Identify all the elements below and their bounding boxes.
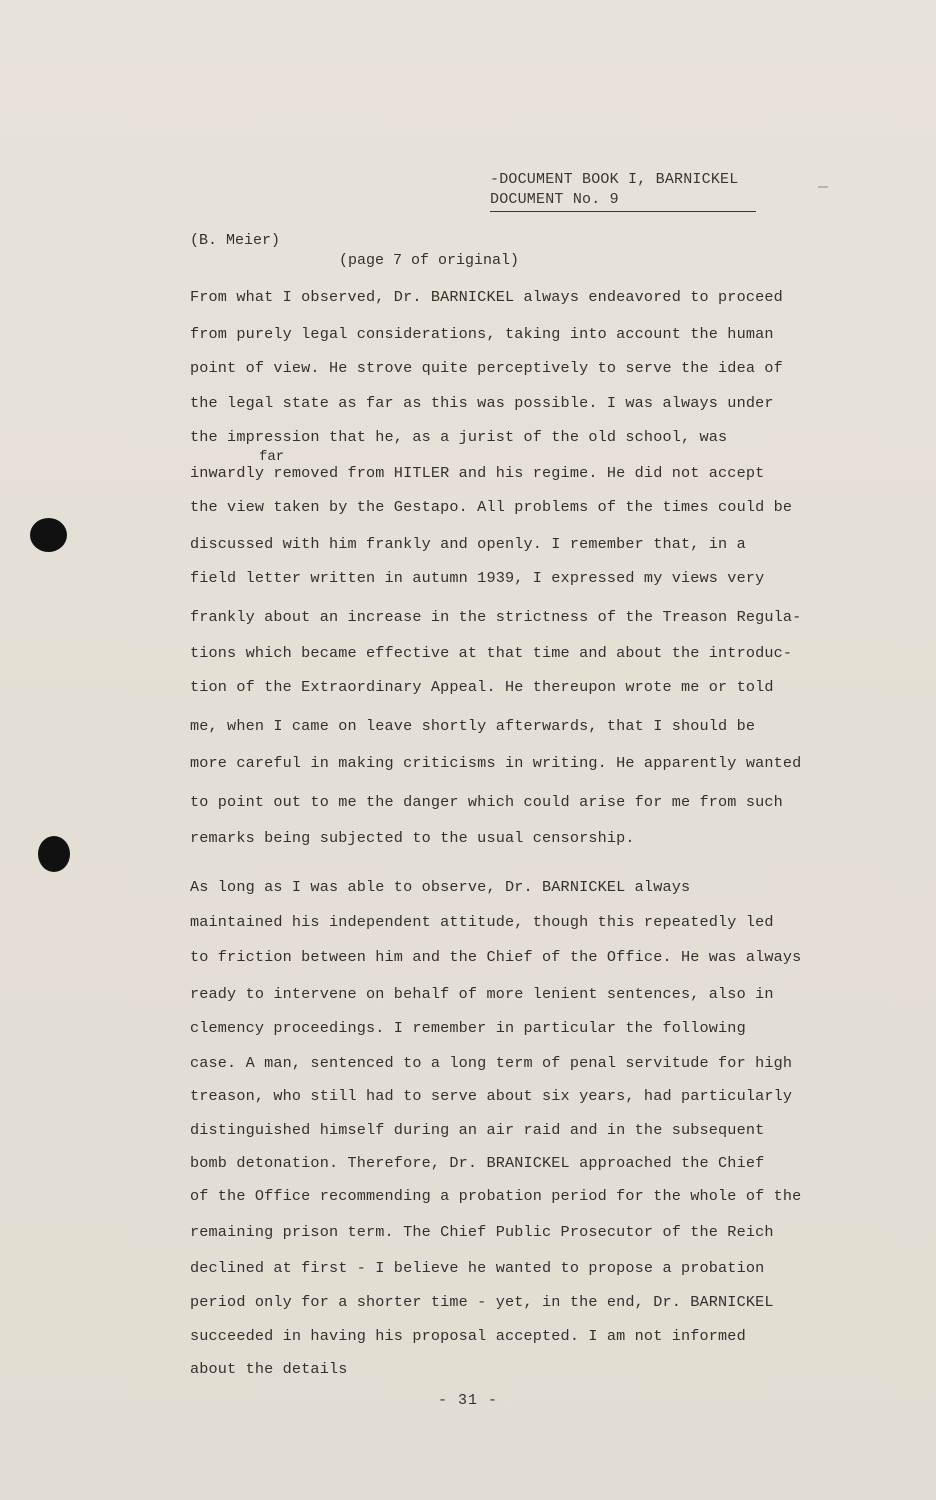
text-line: ready to intervene on behalf of more lenient sentences, also in	[190, 985, 774, 1003]
text-line: field letter written in autumn 1939, I expressed my views very	[190, 569, 765, 587]
text-line: remaining prison term. The Chief Public Prosecutor of the Reich	[190, 1223, 774, 1241]
text-line: clemency proceedings. I remember in particular the following	[190, 1019, 746, 1037]
text-line: tions which became effective at that time and about the introduc-	[190, 644, 793, 662]
speaker-label: (B. Meier)	[190, 232, 281, 249]
text-line: maintained his independent attitude, though this repeatedly led	[190, 913, 774, 931]
text-line: declined at first - I believe he wanted to propose a probation	[190, 1259, 765, 1277]
text-line: point of view. He strove quite perceptively to serve the idea of	[190, 359, 783, 377]
text-line: As long as I was able to observe, Dr. BARNICKEL always	[190, 878, 691, 896]
text-line: succeeded in having his proposal accepted. I am not informed	[190, 1327, 746, 1345]
text-line: distinguished himself during an air raid and in the subsequent	[190, 1121, 765, 1139]
text-line: bomb detonation. Therefore, Dr. BRANICKEL approached the Chief	[190, 1154, 765, 1172]
text-line: more careful in making criticisms in writing. He apparently wanted	[190, 754, 802, 772]
document-header	[490, 170, 756, 212]
document-number-line: DOCUMENT No. 9	[490, 190, 756, 212]
original-page-reference: (page 7 of original)	[339, 252, 520, 269]
text-line: tion of the Extraordinary Appeal. He thereupon wrote me or told	[190, 678, 774, 696]
margin-mark	[818, 186, 828, 188]
document-book-line: -DOCUMENT BOOK I, BARNICKEL	[490, 171, 739, 188]
text-line: period only for a shorter time - yet, in the end, Dr. BARNICKEL	[190, 1293, 774, 1311]
text-line: about the details	[190, 1360, 348, 1378]
text-line: the impression that he, as a jurist of the old school, was	[190, 428, 728, 446]
text-line: me, when I came on leave shortly afterwards, that I should be	[190, 717, 756, 735]
text-line: treason, who still had to serve about six years, had particularly	[190, 1087, 793, 1105]
text-line: case. A man, sentenced to a long term of penal servitude for high	[190, 1054, 793, 1072]
punch-hole-upper	[30, 518, 67, 552]
text-line: from purely legal considerations, taking into account the human	[190, 325, 774, 343]
handwritten-insert: far	[259, 449, 285, 465]
page-number: - 31 -	[437, 1392, 498, 1409]
text-line: the legal state as far as this was possible. I was always under	[190, 394, 774, 412]
text-line: of the Office recommending a probation period for the whole of the	[190, 1187, 802, 1205]
text-line: discussed with him frankly and openly. I remember that, in a	[190, 535, 746, 553]
text-line: frankly about an increase in the strictness of the Treason Regula-	[190, 608, 802, 626]
text-line: to point out to me the danger which could arise for me from such	[190, 793, 783, 811]
text-line: From what I observed, Dr. BARNICKEL always endeavored to proceed	[190, 288, 783, 306]
punch-hole-lower	[38, 836, 70, 872]
text-line: inwardly removed from HITLER and his regime. He did not accept	[190, 464, 765, 482]
text-line: remarks being subjected to the usual censorship.	[190, 829, 635, 847]
text-line: to friction between him and the Chief of the Office. He was always	[190, 948, 802, 966]
text-line: the view taken by the Gestapo. All problems of the times could be	[190, 498, 793, 516]
